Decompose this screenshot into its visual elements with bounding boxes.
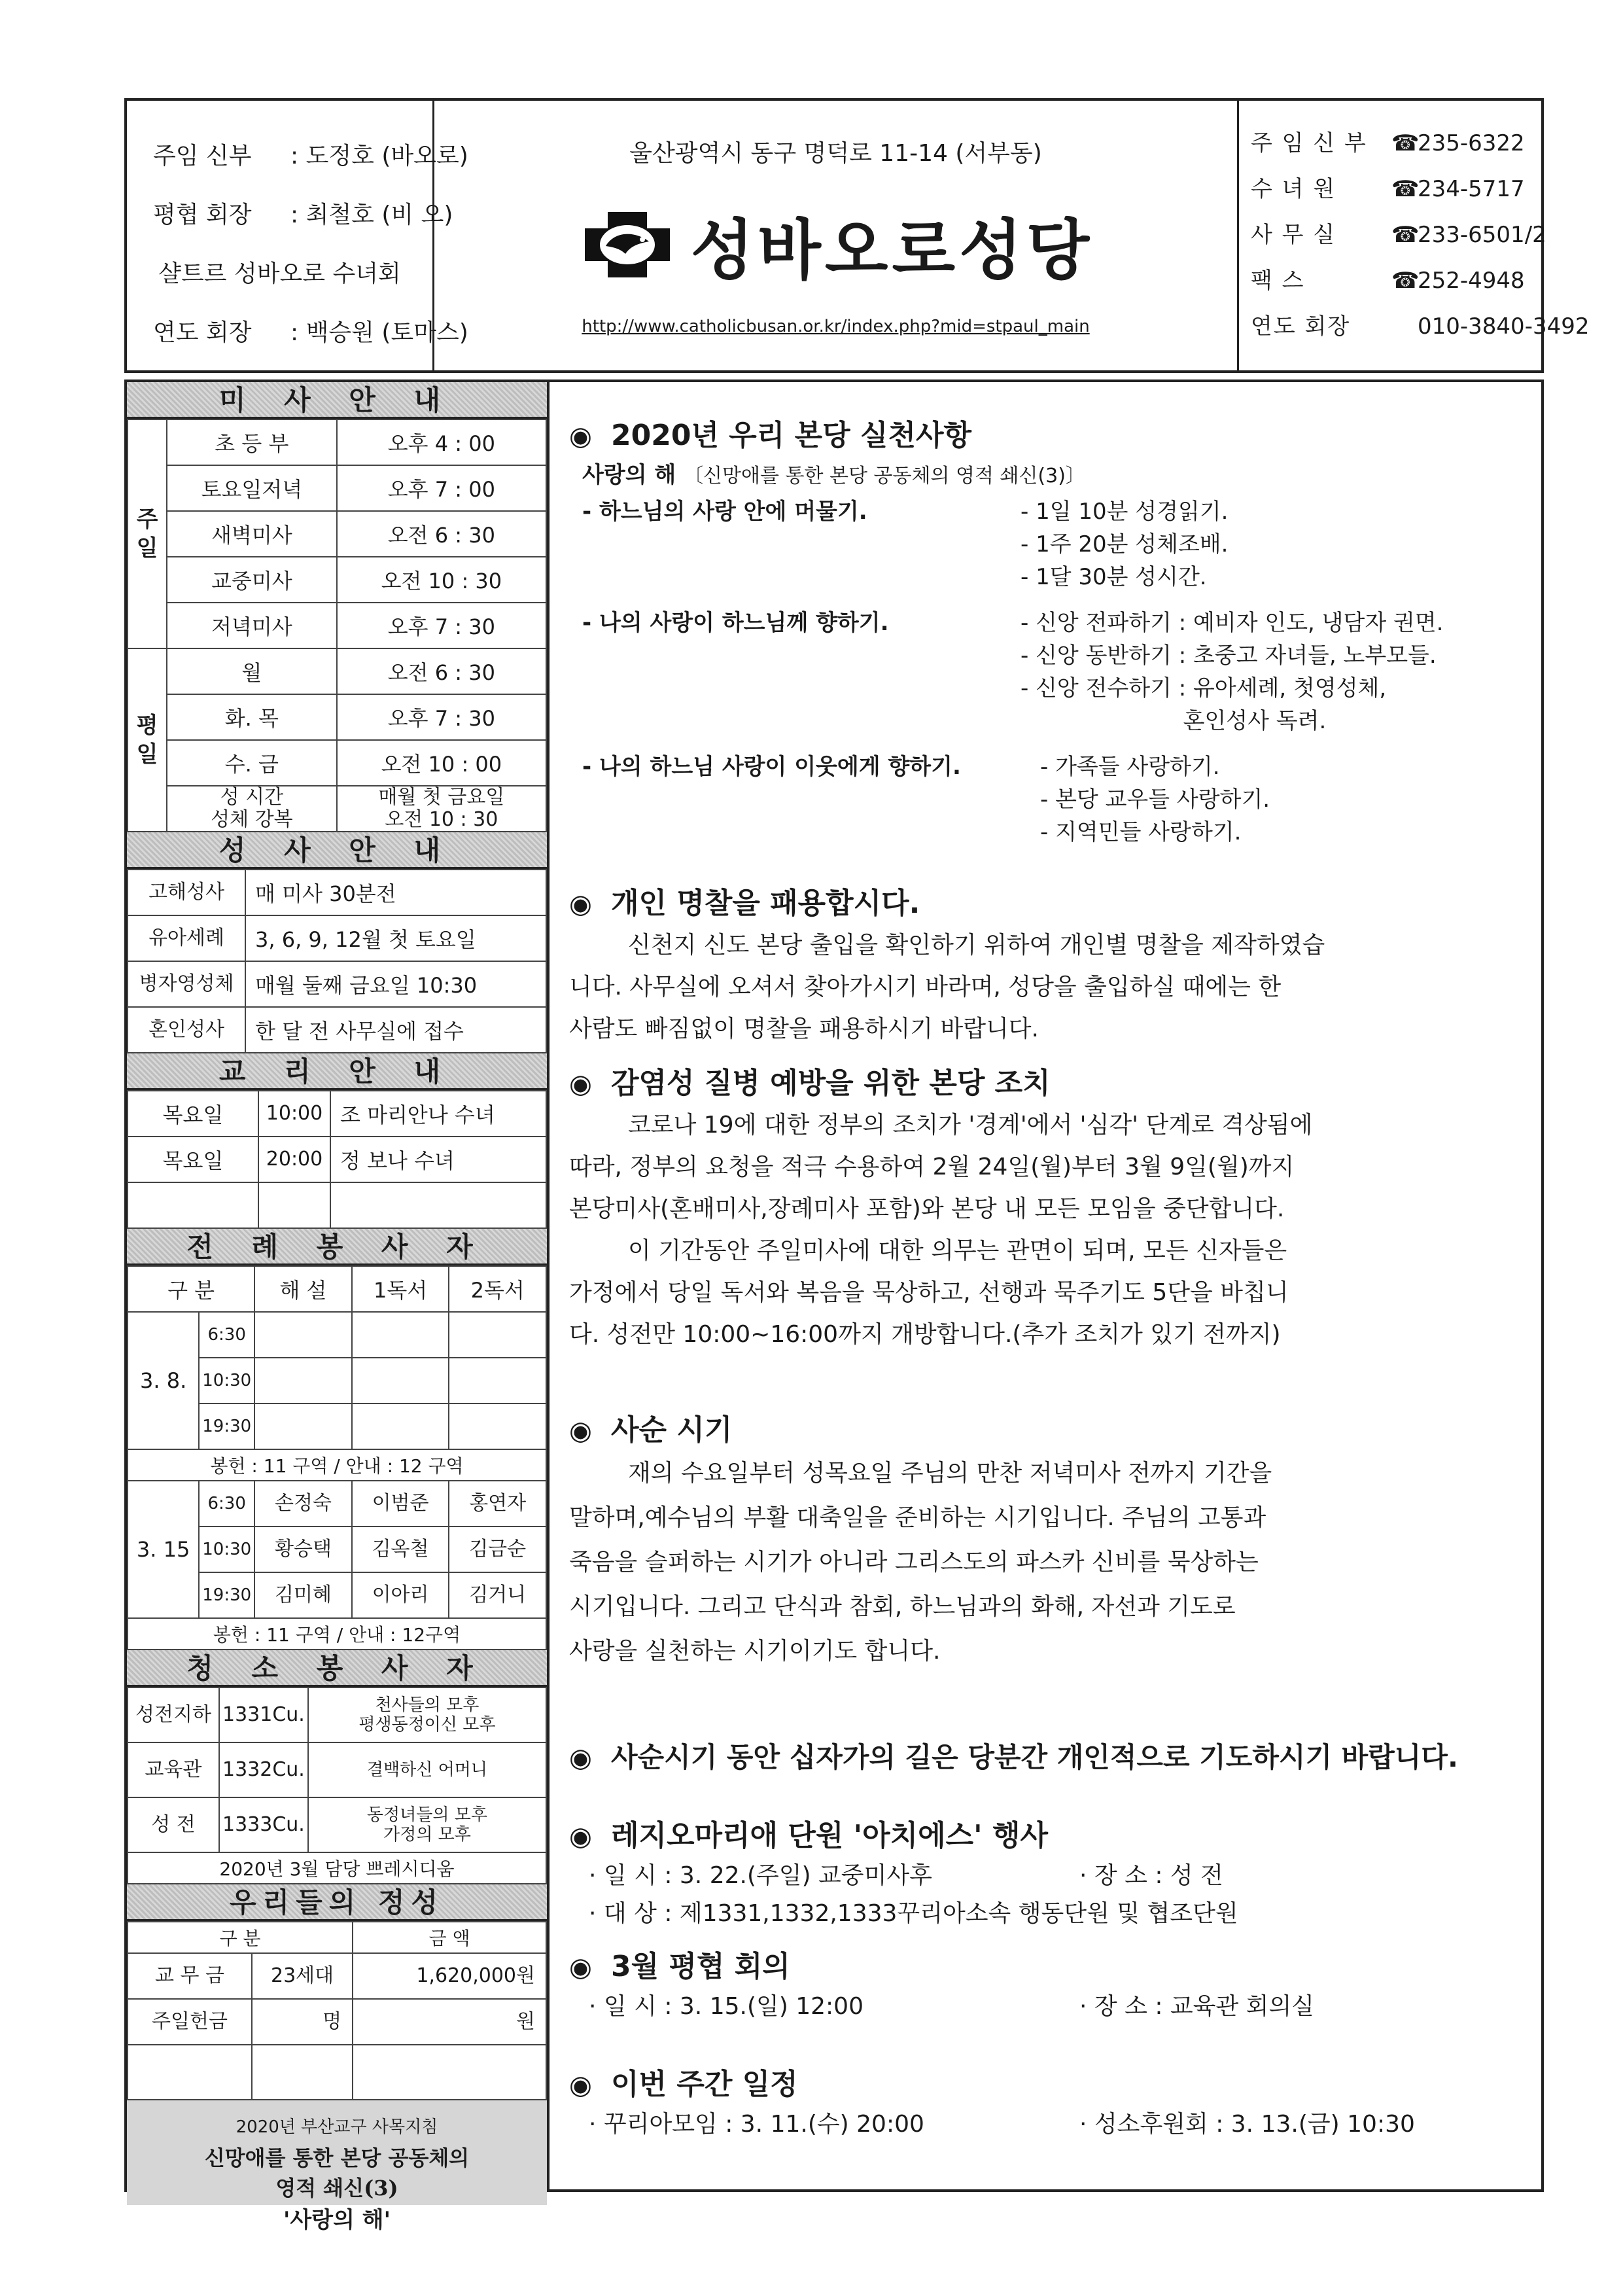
bulletin-header	[124, 98, 1590, 373]
article-title: 2020년 우리 본당 실천사항	[611, 419, 971, 452]
article-title: 레지오마리애 단원 '아치에스' 행사	[611, 1819, 1048, 1852]
bullet-icon: ◉	[569, 889, 592, 919]
lent-article: ◉ 사순 시기 재의 수요일부터 성목요일 주님의 만찬 저녁미사 전까지 기간을 말하며,예수님의 부활 대축일을 준비하는 시기입니다. 주님의 고통과 죽음을 슬퍼하는 시기가 아니라 그리스도의 파스카 신비를 묵상하는 시기입니다. 그리고 단식과 참회, 하느님과의 화해, 자선과 기도로 사랑을 실천하는 시기이기도 합니다.	[569, 1409, 1528, 1674]
sacrament-heading: 성 사 안 내	[127, 832, 547, 869]
article-title: 감염성 질병 예방을 위한 본당 조치	[611, 1067, 1051, 1100]
parish-logo-icon	[578, 205, 676, 284]
yeondo-president-row: 연도 회장 : 백승원 (토마스)	[153, 319, 468, 346]
phone-icon: ☎	[1391, 268, 1420, 294]
bullet-icon: ◉	[569, 1416, 592, 1446]
catechism-table: 목요일 10:00 조 마리안나 수녀 목요일 20:00 정 보나 수녀	[127, 1090, 547, 1229]
badge-article: ◉ 개인 명찰을 패용합시다. 신천지 신도 본당 출입을 확인하기 위하여 개인별 명찰을 제작하였습 니다. 사무실에 오셔서 찾아가시기 바라며, 성당을 출입하실 때에는 한 사람도 빠짐없이 명찰을 패용하시기 바랍니다.	[569, 883, 1528, 1050]
parish-name: 성바오로성당	[690, 212, 1094, 289]
legio-article: ◉ 레지오마리애 단원 '아치에스' 행사 · 일 시 : 3. 22.(주일) 교중미사후 · 장 소 : 성 전 · 대 상 : 제1331,1332,1333꾸리아소속 행동단원 및 협조단원	[569, 1815, 1528, 1933]
liturgy-servers-table: 구 분 해 설 1독서 2독서 3. 8. 6:30 10:30 19:30 봉헌 : 11 구역 / 안내 : 12 구역 3. 15 6:30 손정숙 이범준 홍연자 10:30 황승택 김옥철 김금순 19:30 김미혜 이아리 김거니 봉헌 : 11 구역 / 안내 : 12구역	[127, 1265, 547, 1650]
article-title: 개인 명찰을 패용합시다.	[611, 887, 920, 920]
offerings-table: 구 분 금 액 교 무 금 23세대 1,620,000원 주일헌금 명 원	[127, 1921, 547, 2100]
covid-article: ◉ 감염성 질병 예방을 위한 본당 조치 코로나 19에 대한 정부의 조치가 '경계'에서 '심각' 단계로 격상됨에 따라, 정부의 요청을 적극 수용하여 2월 24일(월)부터 3월 9일(월)까지 본당미사(혼배미사,장례미사 포함)와 본당 내 모든 모임을 중단합니다. 이 기간동안 주일미사에 대한 의무는 관면이 되며, 모든 신자들은 가정에서 당일 독서와 복음을 묵상하고, 선행과 묵주기도 5단을 바칩니 다. 성전만 10:00~16:00까지 개방합니다.(추가 조치가 있기 전까지)	[569, 1063, 1528, 1356]
bullet-icon: ◉	[569, 1069, 592, 1099]
weekday-label: 평 일	[128, 648, 167, 832]
contact-list	[1239, 101, 1590, 370]
bullet-icon: ◉	[569, 1822, 592, 1852]
offerings-heading: 우리들의 정성	[127, 1884, 547, 1921]
practice-article: ◉ 2020년 우리 본당 실천사항 사랑의 해 〔신망애를 통한 본당 공동체의 영적 쇄신(3)〕 - 하느님의 사랑 안에 머물기. - 1일 10분 성경읽기. - 1주 20분 성체조배. - 1달 30분 성시간. - 나의 사랑이 하느님께 향하기. - 신앙 전파하기 : 예비자 인도, 냉담자 권면. - 신앙 동반하기 : 초중고 자녀들, 노부모들. - 신앙 전수하기 : 유아세례, 첫영성체, 혼인성사 독려. - 나의 하느님 사랑이 이웃에게 향하기. - 가족들 사랑하기. - 본당 교우들 사랑하기. - 지역민들 사랑하기.	[569, 415, 1528, 847]
phone-icon: ☎	[1391, 222, 1420, 248]
bullet-icon: ◉	[569, 1743, 592, 1773]
contact-row: 주 임 신 부 ☎235-6322	[1239, 120, 1544, 166]
parish-website-link[interactable]: http://www.catholicbusan.or.kr/index.php?mid=stpaul_main	[582, 317, 1090, 336]
contact-row: 사 무 실 ☎233-6501/2	[1239, 212, 1544, 258]
phone-icon: ☎	[1391, 130, 1420, 156]
weekly-schedule-article: ◉ 이번 주간 일정 · 꾸리아모임 : 3. 11.(수) 20:00 · 성소후원회 : 3. 13.(금) 10:30	[569, 2064, 1528, 2144]
article-title: 사순시기 동안 십자가의 길은 당분간 개인적으로 기도하시기 바랍니다.	[611, 1741, 1458, 1773]
contact-row: 연도 회장 010-3840-3492	[1251, 313, 1590, 340]
article-title: 사순 시기	[611, 1413, 733, 1447]
parish-address: 울산광역시 동구 명덕로 11-14 (서부동)	[629, 140, 1042, 167]
diocese-guideline-box: 2020년 부산교구 사목지침 신망애를 통한 본당 공동체의 영적 쇄신(3) '사랑의 해'	[127, 2100, 547, 2205]
council-meeting-article: ◉ 3월 평협 회의 · 일 시 : 3. 15.(일) 12:00 · 장 소 : 교육관 회의실	[569, 1946, 1528, 2026]
article-title: 이번 주간 일정	[611, 2068, 798, 2101]
title-block	[434, 199, 1237, 291]
contact-row: 팩 스 ☎252-4948	[1239, 258, 1544, 304]
sunday-label: 주 일	[128, 419, 167, 648]
bullet-icon: ◉	[569, 1952, 592, 1983]
clergy-info	[127, 101, 468, 370]
sacrament-table: 고해성사 매 미사 30분전 유아세례 3, 6, 9, 12월 첫 토요일 병자영성체 매월 둘째 금요일 10:30 혼인성사 한 달 전 사무실에 접수	[127, 869, 547, 1053]
phone-icon: ☎	[1391, 176, 1420, 202]
catechism-heading: 교 리 안 내	[127, 1053, 547, 1090]
pastor-row: 주임 신부 : 도정호 (바오로)	[153, 143, 468, 169]
sisters-row: 샬트르 성바오로 수녀회	[158, 260, 401, 287]
stations-of-cross-notice	[569, 1737, 1528, 1778]
cleaning-table: 성전지하 1331Cu. 천사들의 모후 평생동정이신 모후 교육관 1332Cu. 결백하신 어머니 성 전 1333Cu. 동정녀들의 모후 가정의 모후 2020년 3월 담당 쁘레시디움	[127, 1687, 547, 1884]
cleaning-heading: 청 소 봉 사 자	[127, 1650, 547, 1687]
liturgy-servers-heading: 전 례 봉 사 자	[127, 1229, 547, 1265]
main-content	[550, 380, 1544, 2192]
mass-schedule-heading: 미 사 안 내	[127, 382, 547, 419]
parish-masthead	[434, 101, 1239, 370]
council-president-row: 평협 회장 : 최철호 (비 오)	[153, 202, 453, 228]
bullet-icon: ◉	[569, 2070, 592, 2100]
mass-schedule-table: 주 일 초 등 부 오후 4 : 00 토요일저녁 오후 7 : 00 새벽미사 오전 6 : 30 교중미사 오전 10 : 30 저녁미사 오후 7 : 30 평 일 월 오전 6 : 30 화. 목 오후 7 : 30 수. 금 오전 10 : 00 성 시간 성체 강복 매월 첫 금요일 오전 10 : 30	[127, 419, 547, 832]
sidebar	[124, 380, 550, 2233]
bullet-icon: ◉	[569, 421, 592, 451]
article-title: 3월 평협 회의	[611, 1950, 790, 1983]
contact-row: 수 녀 원 ☎234-5717	[1239, 166, 1544, 212]
